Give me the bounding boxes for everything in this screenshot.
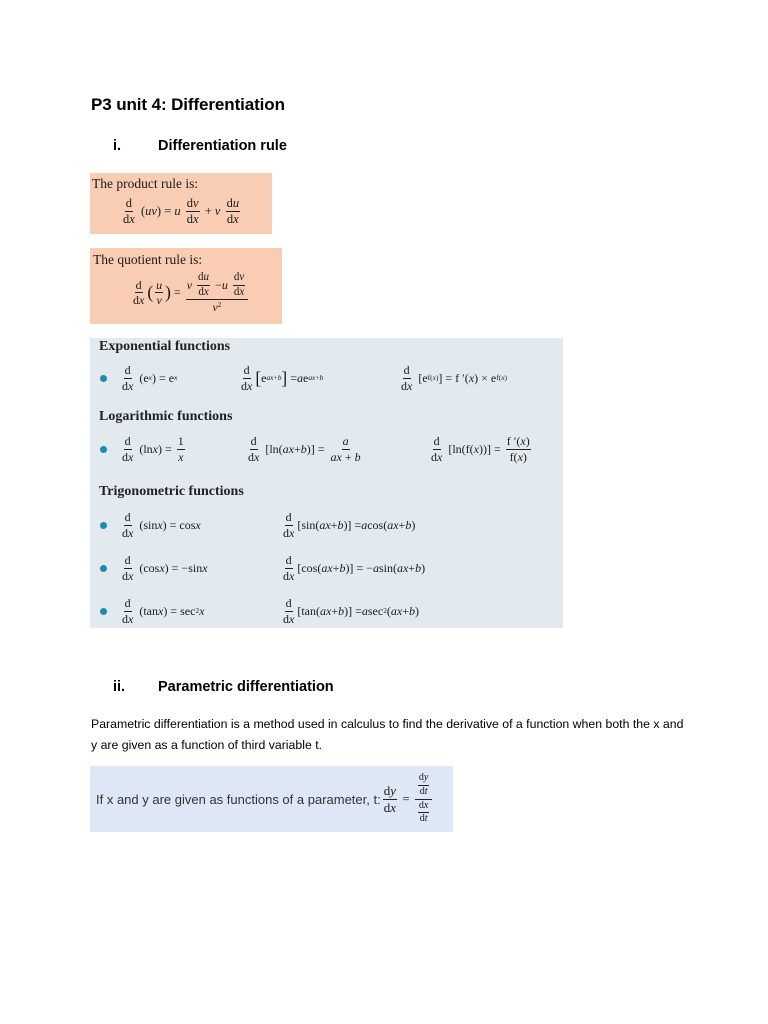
exp-formula-1: $\frac{d}{dx}$ (e x ) = e x <box>100 364 177 392</box>
quotient-rule-formula: $\frac{d}{dx}$ ( $\frac{u}{v}$ ) = v $\frac{du}{dx}$ − u $\frac{dv}{dx}$ $v^2$ <box>130 272 250 314</box>
standard-derivatives-figure <box>90 338 563 628</box>
trig-formula-cos: $\frac{d}{dx}$ (cos x ) = −sin x <box>100 554 208 582</box>
section-number: i. <box>113 138 122 154</box>
quotient-rule-figure <box>90 248 282 324</box>
parametric-label: If x and y are given as functions of a parameter, t: <box>96 791 381 807</box>
trig-formula-cos-linear: $\frac{d}{dx}$ [cos( ax + b )] = − a sin( ax + b ) <box>283 553 426 583</box>
trig-formula-sin: $\frac{d}{dx}$ (sin x ) = cos x <box>100 511 201 539</box>
product-rule-label: The product rule is: <box>92 176 199 191</box>
page-title: P3 unit 4: Differentiation <box>91 95 285 114</box>
log-formula-3: $\frac{d}{dx}$ [ln(f( x ))] = $\frac{f '(x)}{f(x)}$ <box>431 434 530 464</box>
bullet <box>100 565 107 572</box>
exponential-heading: Exponential functions <box>99 339 231 354</box>
parametric-formula-figure <box>90 766 453 832</box>
exp-formula-2: $\frac{d}{dx}$ [ e ax+b ] = a e ax+b <box>241 363 324 393</box>
trig-formula-tan: $\frac{d}{dx}$ (tan x ) = sec 2 x <box>100 597 204 625</box>
bullet <box>100 375 107 382</box>
section-heading-2 <box>113 679 413 699</box>
bullet <box>100 608 107 615</box>
product-rule-figure <box>90 173 272 234</box>
product-rule-formula: $\frac{d}{dx}$ (uv) = u $\frac{dv}{dx}$ + v $\frac{du}{dx}$ <box>123 196 240 227</box>
parametric-formula: If x and y are given as functions of a parameter, t: $\frac{dy}{dx}$ = $\frac{\frac{dy}{dt}}{\frac{dx}{dt}}$ <box>96 770 434 828</box>
quotient-rule-label: The quotient rule is: <box>93 252 203 267</box>
logarithmic-heading: Logarithmic functions <box>99 409 233 424</box>
log-formula-2: $\frac{d}{dx}$ [ln( ax + b )] = $\frac{a}{ax + b}$ <box>248 434 361 464</box>
section-number: ii. <box>113 679 126 695</box>
trig-formula-tan-linear: $\frac{d}{dx}$ [tan( ax + b )] = a sec 2 ( ax + b ) <box>283 596 420 626</box>
section-heading-1 <box>113 138 413 158</box>
bullet <box>100 522 107 529</box>
bullet <box>100 446 107 453</box>
trig-formula-sin-linear: $\frac{d}{dx}$ [sin( ax + b )] = a cos( ax + b ) <box>283 510 416 540</box>
section-title: Differentiation rule <box>158 138 287 154</box>
body-paragraph: Parametric differentiation is a method used in calculus to find the derivative of a function when both the x and y are given as a function of third variable t. <box>91 717 684 752</box>
log-formula-1: $\frac{d}{dx}$ (ln x ) = $\frac{1}{x}$ <box>100 435 187 463</box>
trigonometric-heading: Trigonometric functions <box>99 484 244 499</box>
exp-formula-3: $\frac{d}{dx}$ [e f(x) ] = f ′( x ) × e f(x) <box>401 363 507 393</box>
section-title: Parametric differentiation <box>158 679 334 695</box>
